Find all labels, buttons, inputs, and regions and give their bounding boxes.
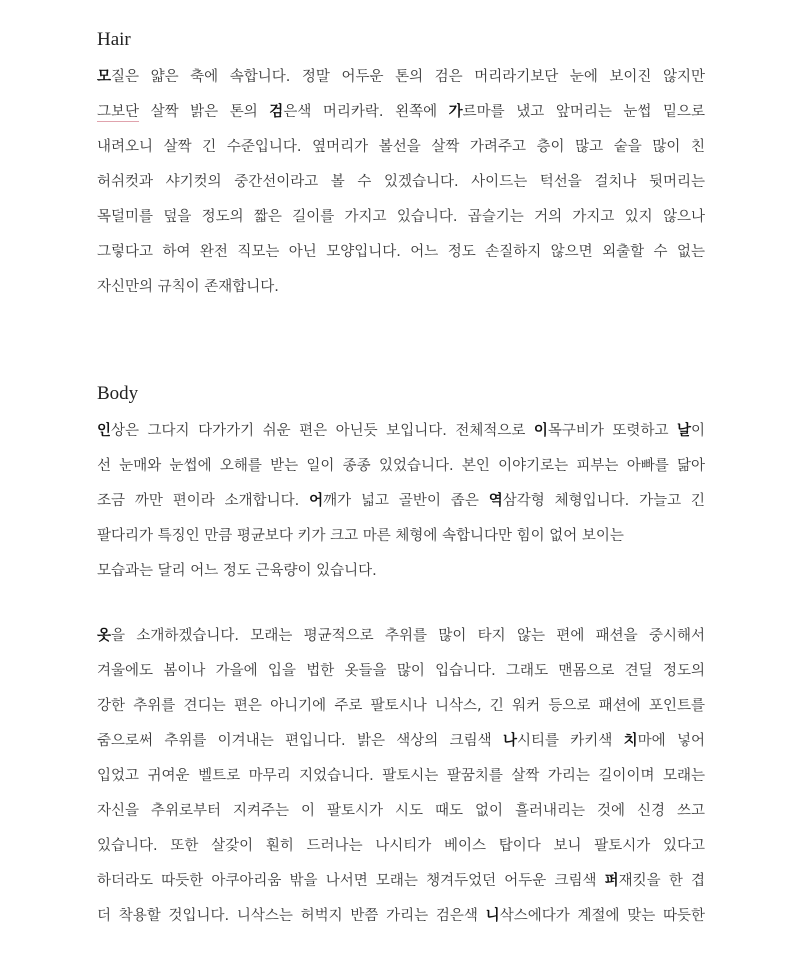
- text-run: 줌으로써 추위를 이겨내는 편입니다. 밝은 색상의 크림색: [97, 733, 503, 749]
- text-run: 상은 그다지 다가가기 쉬운 편은 아닌듯 보입니다. 전체적으로: [111, 423, 534, 439]
- bold-initial: 모: [97, 69, 112, 85]
- paragraph-hair: [97, 64, 705, 309]
- text-line: [97, 64, 705, 99]
- text-line: [97, 99, 705, 134]
- text-line: 내려오니 살짝 긴 수준입니다. 옆머리가 볼선을 살짝 가려주고 층이 많고 숱을 많이 친: [97, 139, 705, 155]
- bold-initial: 퍼: [604, 873, 619, 889]
- text-run: 을 소개하겠습니다. 모래는 평균적으로 추위를 많이 타지 않는 편에 패션을 중시해서: [111, 628, 705, 644]
- bold-initial: 역: [488, 493, 503, 509]
- text-line: 강한 추위를 견디는 편은 아니기에 주로 팔토시나 니삭스, 긴 워커 등으로 패션에 포인트를: [97, 698, 705, 714]
- text-line: [97, 488, 705, 523]
- text-line: 그렇다고 하여 완전 직모는 아닌 모양입니다. 어느 정도 손질하지 않으면 외출할 수 없는: [97, 244, 705, 260]
- bold-initial: 나: [502, 733, 517, 749]
- text-line: 모습과는 달리 어느 정도 근육량이 있습니다.: [97, 563, 377, 579]
- text-line: 겨울에도 봄이나 가을에 입을 법한 옷들을 많이 입습니다. 그래도 맨몸으로 견딜 정도의: [97, 663, 705, 679]
- text-line: 있습니다. 또한 살갗이 훤히 드러나는 나시티가 베이스 탑이다 보니 팔토시가 있다고: [97, 838, 705, 854]
- text-line: 자신만의 규칙이 존재합니다.: [97, 279, 279, 295]
- text-run: 하더라도 따듯한 아쿠아리움 밖을 나서면 모래는 챙겨두었던 어두운 크림색: [97, 873, 605, 889]
- text-line: [97, 623, 705, 658]
- bold-initial: 치: [623, 733, 638, 749]
- text-run: 조금 까만 편이라 소개합니다.: [97, 493, 310, 509]
- text-line: 허쉬컷과 샤기컷의 중간선이라고 볼 수 있겠습니다. 사이드는 턱선을 걸치나 뒷머리는: [97, 174, 705, 190]
- text-run: 깨가 넓고 골반이 좁은: [323, 493, 489, 509]
- text-line: 자신을 추위로부터 지켜주는 이 팔토시가 시도 때도 없이 흘러내리는 것에 신경 쓰고: [97, 803, 705, 819]
- text-run: 은색 머리카락. 왼쪽에: [283, 104, 449, 120]
- paragraph-body-2: [97, 623, 705, 938]
- text-run: 살짝 밝은 톤의: [139, 104, 270, 120]
- text-run: 이: [690, 423, 705, 439]
- text-line: [97, 868, 705, 903]
- section-heading-body: Body: [97, 383, 139, 404]
- text-line: [97, 903, 705, 938]
- text-line: [97, 728, 705, 763]
- text-run: 질은 얇은 축에 속합니다. 정말 어두운 톤의 검은 머리라기보단 눈에 보이진 않지만: [111, 69, 705, 85]
- text-line: 선 눈매와 눈썹에 오해를 받는 일이 종종 있었습니다. 본인 이야기로는 피부는 아빠를 닮아: [97, 458, 705, 474]
- text-line: 목덜미를 덮을 정도의 짧은 길이를 가지고 있습니다. 곱슬기는 거의 가지고 있지 않으나: [97, 209, 705, 225]
- text-run: 르마를 냈고 앞머리는 눈썹 밑으로: [462, 104, 705, 120]
- bold-initial: 이: [533, 423, 548, 439]
- text-run: 더 착용할 것입니다. 니삭스는 허벅지 반쯤 가리는 검은색: [97, 908, 486, 924]
- text-run: 시티를 카키색: [516, 733, 624, 749]
- bold-initial: 니: [485, 908, 500, 924]
- bold-initial: 옷: [97, 628, 112, 644]
- text-line: 입었고 귀여운 벨트로 마무리 지었습니다. 팔토시는 팔꿈치를 살짝 가리는 길이이며 모래는: [97, 768, 705, 784]
- bold-initial: 인: [97, 423, 112, 439]
- text-line: 팔다리가 특징인 만큼 평균보다 키가 크고 마른 체형에 속합니다만 힘이 없어 보이는: [97, 528, 624, 544]
- text-run: 삭스에다가 계절에 맞는 따듯한: [499, 908, 705, 924]
- text-run: 재킷을 한 겹: [618, 873, 705, 889]
- text-line: [97, 418, 705, 453]
- paragraph-body-1: [97, 418, 705, 593]
- section-heading-hair: Hair: [97, 29, 131, 50]
- underlined-word: 그보단: [97, 104, 140, 120]
- text-run: 마에 넣어: [637, 733, 705, 749]
- bold-initial: 검: [269, 104, 284, 120]
- bold-initial: 날: [676, 423, 691, 439]
- bold-initial: 어: [309, 493, 324, 509]
- text-run: 목구비가 또렷하고: [547, 423, 677, 439]
- text-run: 삼각형 체형입니다. 가늘고 긴: [502, 493, 705, 509]
- bold-initial: 가: [448, 104, 463, 120]
